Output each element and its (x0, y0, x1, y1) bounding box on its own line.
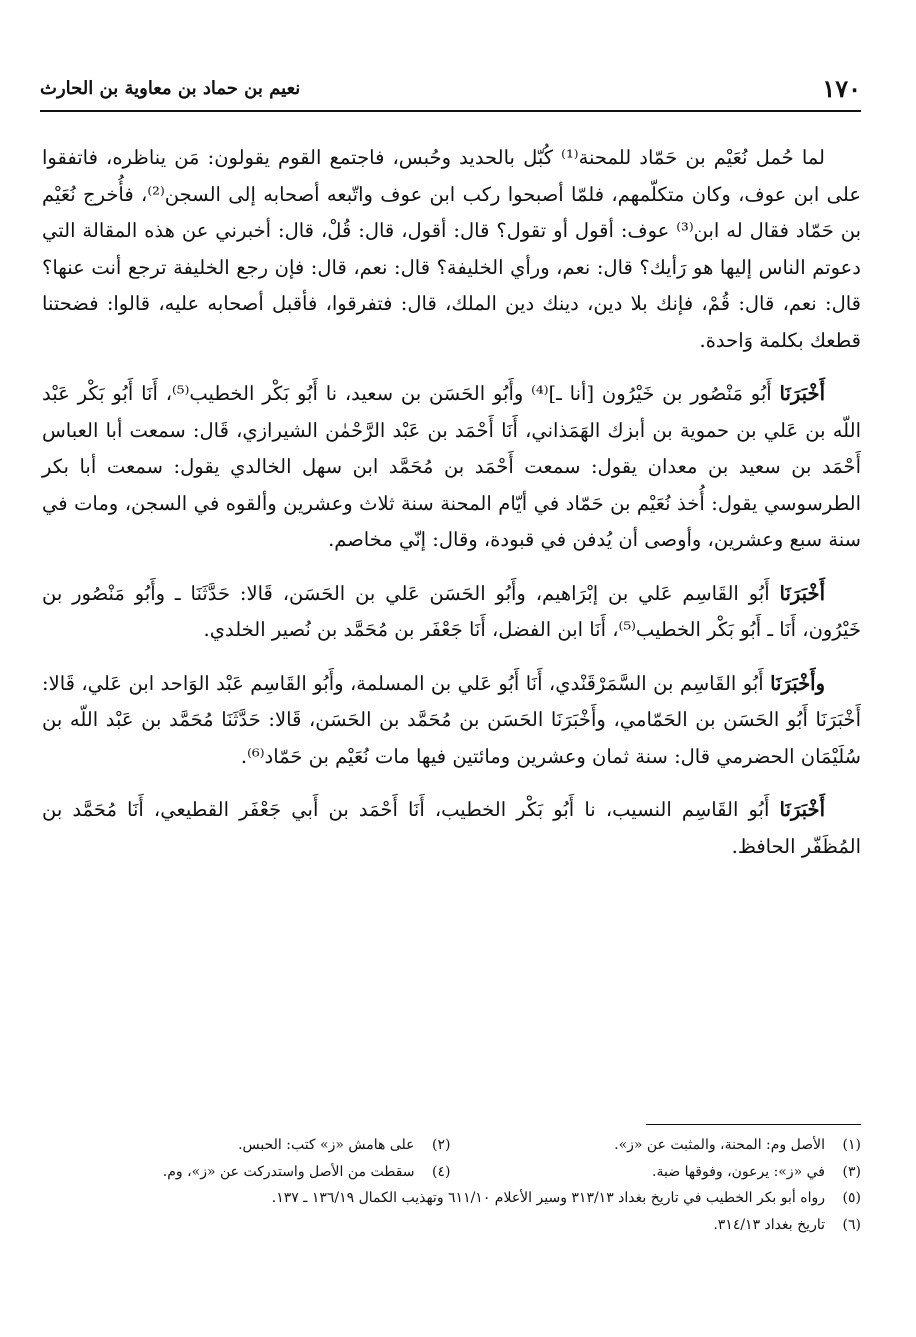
body-text (42, 140, 861, 882)
page-number: ١٧٠ (822, 73, 861, 103)
footnote-rule (646, 1124, 861, 1125)
footnote-text: سقطت من الأصل واستدركت عن «ز»، وم. (162, 1163, 415, 1180)
footnote-number: (٥) (842, 1190, 861, 1206)
footnote-text: في «ز»: يرعون، وفوقها ضبة. (652, 1163, 825, 1180)
footnote (40, 1132, 451, 1159)
footnote-row (40, 1132, 861, 1159)
paragraph (42, 666, 861, 776)
paragraph-text: أَبُو مَنْصُور بن خَيْرُون [أنا ـ]⁽⁴⁾ وأَبُو الحَسَن بن سعيد، نا أَبُو بَكْر الخطيب⁽⁵⁾، أَنَا أَبُو بَكْر عَبْد اللّه بن عَلي بن حموية بن أبزك الهَمَذاني، أَنَا أَحْمَد بن عَبْد الرَّحْمٰن الشيرازي، قَال: سمعت أبا العباس أَحْمَد بن سعيد بن معدان يقول: سمعت أَحْمَد بن مُحَمَّد ابن سهل الخالدي يقول: سمعت أبا بكر الطرسوسي يقول: أُخذ نُعَيْم بن حَمّاد في أيّام المحنة سنة ثلاث وعشرين وألقوه في السجن، ومات في سنة سبع وعشرين، وأوصى أن يُدفن في قبودة، وقال: إنّي مخاصم. (42, 382, 861, 551)
footnote-row (40, 1212, 861, 1239)
footnote-text: على هامش «ز» كتب: الحبس. (238, 1137, 415, 1153)
paragraph-lead: أَخْبَرَنَا (779, 581, 825, 605)
footnote-text: تاريخ بغداد ٣١٤/١٣. (713, 1216, 825, 1233)
footnote-row (40, 1185, 861, 1212)
page-header (40, 68, 861, 108)
paragraph (42, 140, 861, 359)
footnotes (40, 1132, 861, 1238)
footnote-row (40, 1159, 861, 1186)
paragraph-text: أَبُو القَاسِم عَلي بن إبْرَاهيم، وأَبُو الحَسَن عَلي بن الحَسَن، قَالا: حَدَّثَنَا ـ وأَبُو مَنْصُور بن خَيْرُون، أَنَا ـ أَبُو بَكْر الخطيب⁽⁵⁾، أَنَا ابن الفضل، أَنَا جَعْفَر بن مُحَمَّد بن نُصير الخلدي. (42, 581, 861, 641)
paragraph-text: أَبُو القَاسِم النسيب، نا أَبُو بَكْر الخطيب، أَنَا أَحْمَد بن أَبي جَعْفَر القطيعي، أَنَا مُحَمَّد بن المُظَفّر الحافظ. (42, 798, 861, 858)
paragraph-text: أَبُو القَاسِم بن السَّمَرْقَنْدي، أَنَا أَبُو عَلي بن المسلمة، وأَبُو القَاسِم عَبْد الوَاحد ابن عَلي، قَالا: أَخْبَرَنَا أَبُو الحَسَن بن الحَمّامي، وأَخْبَرَنَا الحَسَن بن مُحَمَّد بن الحَسَن، قَالا: حَدَّثَنَا مُحَمَّد بن عَبْد اللّه بن سُلَيْمَان الحضرمي قال: سنة ثمان وعشرين ومائتين فيها مات نُعَيْم بن حَمّاد⁽⁶⁾. (42, 671, 861, 768)
footnote (40, 1185, 861, 1212)
footnote-number: (٣) (842, 1163, 861, 1180)
paragraph-lead: أَخْبَرَنَا (779, 382, 825, 405)
paragraph (42, 376, 861, 559)
footnote (451, 1132, 862, 1159)
footnote-text: رواه أبو بكر الخطيب في تاريخ بغداد ٣١٣/١٣ وسير الأعلام ٦١١/١٠ وتهذيب الكمال ١٣٦/١٩ ـ ١٣٧. (271, 1190, 825, 1206)
paragraph (42, 792, 861, 865)
paragraph-lead: وأَخْبَرَنَا (770, 671, 825, 695)
running-title: نعيم بن حماد بن معاوية بن الحارث (40, 77, 301, 99)
footnote (40, 1212, 861, 1239)
header-rule (40, 110, 861, 112)
footnote-number: (٦) (842, 1216, 861, 1233)
footnote (40, 1159, 451, 1186)
paragraph (42, 576, 861, 649)
footnote-text: الأصل وم: المحنة، والمثبت عن «ز». (614, 1137, 825, 1153)
footnote-number: (٢) (432, 1137, 451, 1153)
footnote-number: (١) (842, 1137, 861, 1153)
footnote-number: (٤) (432, 1163, 451, 1180)
footnote (451, 1159, 862, 1186)
paragraph-lead: أَخْبَرَنَا (779, 798, 825, 821)
paragraph-text: لما حُمل نُعَيْم بن حَمّاد للمحنة⁽¹⁾ كُبّل بالحديد وحُبس، فاجتمع القوم يقولون: مَن يناظره، فاتفقوا على ابن عوف، وكان متكلّمهم، فلمّا أصبحوا ركب ابن عوف واتّبعه أصحابه إلى السجن⁽²⁾، فأُخرج نُعَيْم بن حَمّاد فقال له ابن⁽³⁾ عوف: أقول أو تقول؟ قال: أقول، قال: قُلْ، قال: أخبرني عن هذه المقالة التي دعوتم الناس إليها هو رَأيك؟ قال: نعم، ورأي الخليفة؟ قال: نعم، قال: فإن رجع الخليفة ترجع أنت عنها؟ قال: نعم، قال: قُمْ، فإنك بلا دين، دينك دين الملك، قال: فتفرقوا، فأقبل أصحابه عليه، قالوا: فضحتنا قطعك بكلمة وَاحدة. (42, 146, 861, 352)
